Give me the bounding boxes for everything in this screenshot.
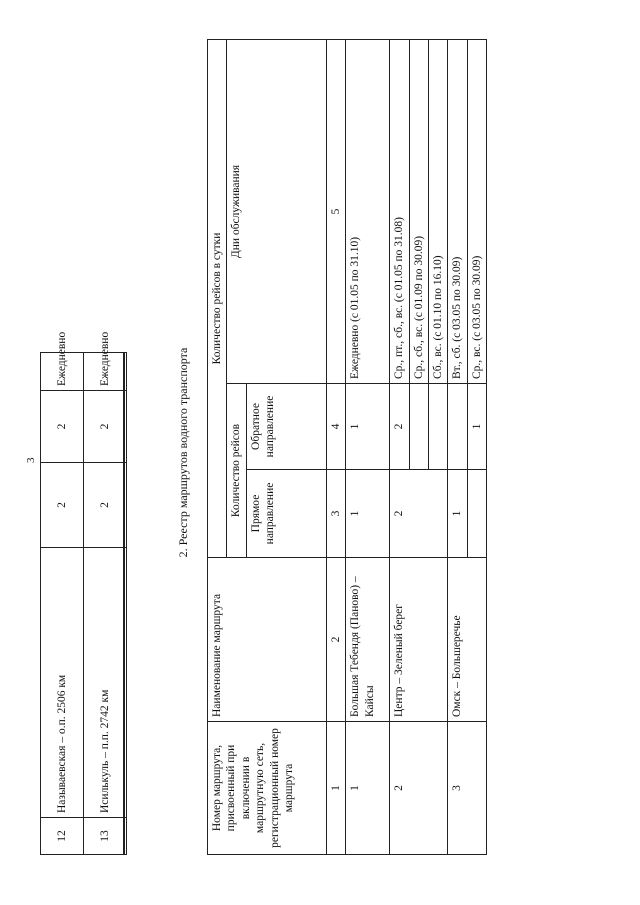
route-number-cell: 3: [448, 722, 487, 855]
trips-per-day-header: Количество рейсов в сутки: [208, 40, 227, 558]
route-number-cell: 13: [84, 818, 127, 855]
service-days-cell: Ежедневно: [84, 353, 127, 391]
page-number: 3: [25, 457, 37, 463]
route-number-cell: 1: [346, 722, 390, 855]
reverse-trips-cell: 1: [346, 384, 390, 470]
service-days-cell: Ежедневно: [41, 353, 84, 391]
forward-trips-cell: [467, 470, 486, 558]
service-days-cell: Вт., сб. (с 03.05 по 30.09): [448, 40, 467, 384]
trips-cell: 2: [84, 391, 127, 463]
reverse-header: Обратное направление: [246, 384, 326, 470]
service-days-cell: Ежедневно (с 01.05 по 31.10): [346, 40, 390, 384]
route-name-cell: Исилькуль – п.п. 2742 км: [84, 548, 127, 818]
service-days-cell: Ср., сб., вс. (с 01.09 по 30.09): [409, 40, 428, 384]
route-number-cell: 2: [390, 722, 448, 855]
column-number: 5: [326, 40, 345, 384]
continued-table: [40, 331, 127, 855]
service-days-header: Дни обслуживания: [227, 40, 326, 384]
column-number-row: [326, 40, 345, 855]
column-number: 2: [326, 558, 345, 722]
reverse-trips-cell: [448, 384, 467, 470]
table-row: [41, 353, 84, 855]
route-name-cell: Большая Тебендя (Паново) – Кайсы: [346, 558, 390, 722]
table-bottom-rule: [123, 352, 125, 855]
reverse-trips-cell: 1: [467, 384, 486, 470]
route-name-cell: Называевская – о.п. 2506 км: [41, 548, 84, 818]
route-number-header: Номер маршрута, присвоенный при включении в маршрутную сеть, регистрационный номер маршрута: [208, 722, 327, 855]
forward-header: Прямое направление: [246, 470, 326, 558]
reverse-trips-cell: [428, 384, 447, 470]
forward-trips-cell: 1: [346, 470, 390, 558]
column-number: 4: [326, 384, 345, 470]
table-row: [448, 40, 467, 855]
route-name-cell: Омск – Большеречье: [448, 558, 487, 722]
reverse-trips-cell: [409, 384, 428, 470]
reverse-trips-cell: 2: [390, 384, 409, 470]
forward-trips-cell: 2: [390, 470, 448, 558]
route-number-cell: 12: [41, 818, 84, 855]
column-number: 1: [326, 722, 345, 855]
column-number: 3: [326, 470, 345, 558]
trips-cell: 2: [41, 391, 84, 463]
service-days-cell: Ср., пт., сб., вс. (с 01.05 по 31.08): [390, 40, 409, 384]
forward-trips-cell: 1: [448, 470, 467, 558]
trips-cell: 2: [41, 463, 84, 548]
service-days-cell: Ср., вс. (с 03.05 по 30.09): [467, 40, 486, 384]
water-transport-register-table: [207, 39, 487, 855]
section-title: 2. Реестр маршрутов водного транспорта: [176, 347, 190, 558]
trips-cell: 2: [84, 463, 127, 548]
route-name-header: Наименование маршрута: [208, 558, 327, 722]
route-name-cell: Центр – Зеленый берег: [390, 558, 448, 722]
table-row: [390, 40, 409, 855]
header-row: [208, 40, 227, 855]
table-row: [84, 353, 127, 855]
service-days-cell: Сб., вс. (с 01.10 по 16.10): [428, 40, 447, 384]
trip-count-header: Количество рейсов: [227, 384, 246, 558]
table-row: [346, 40, 390, 855]
